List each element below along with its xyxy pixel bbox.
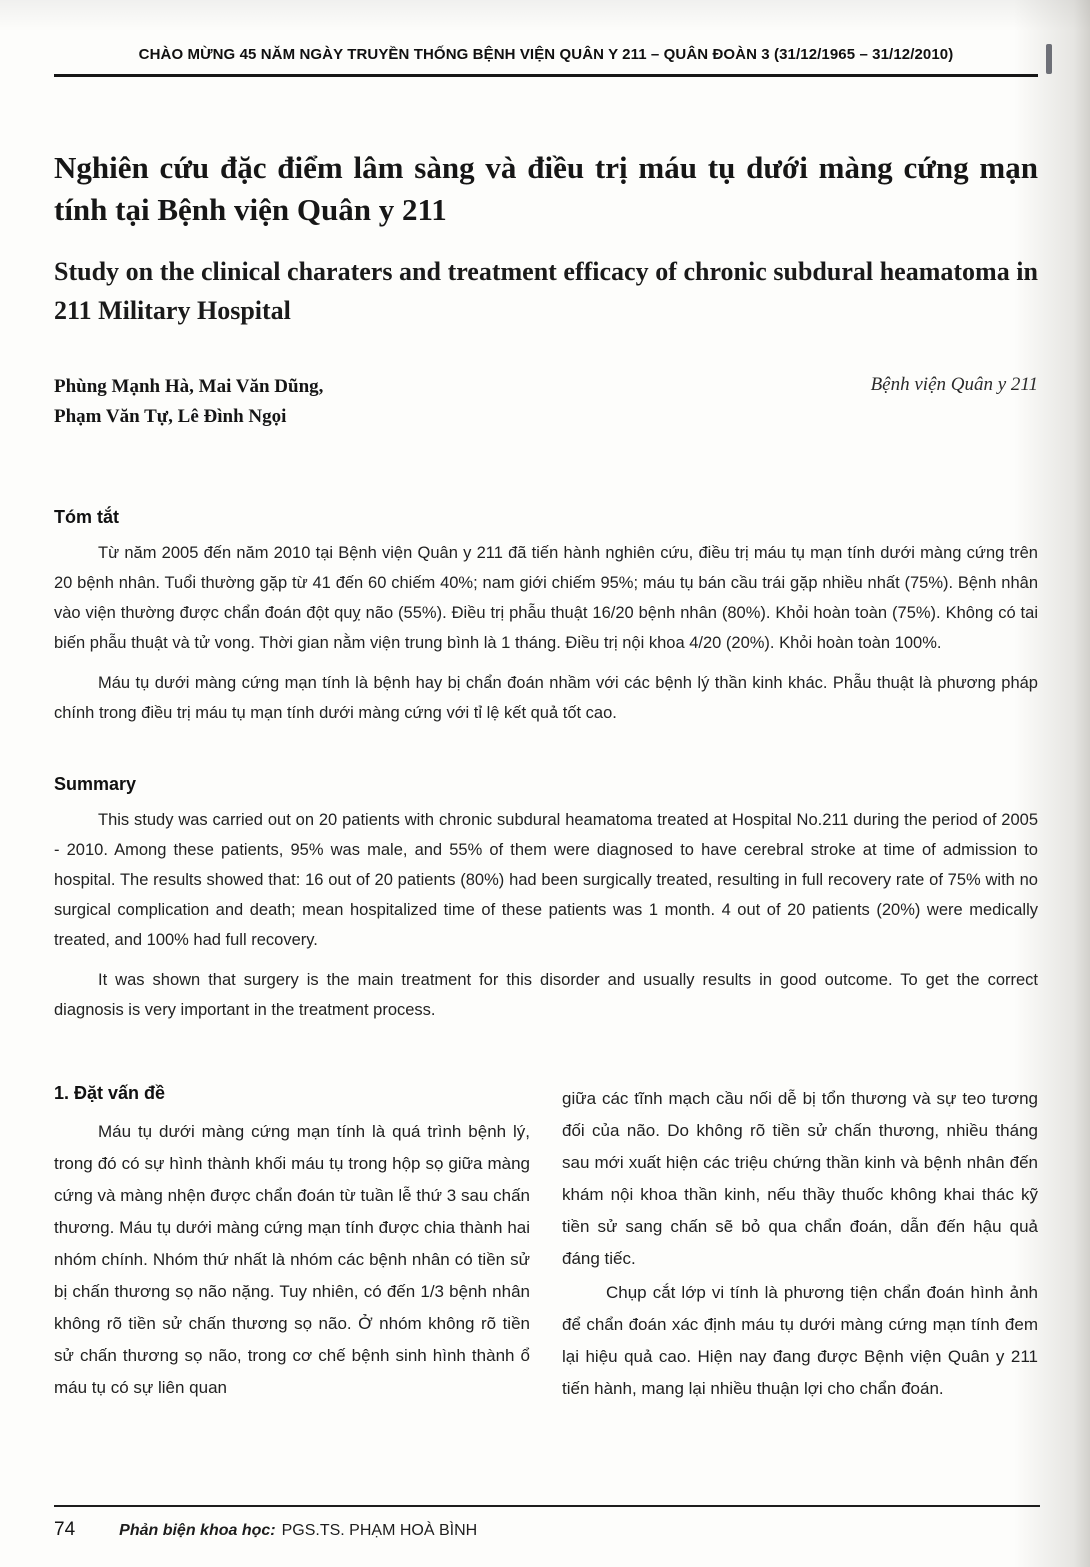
introduction-paragraph: Máu tụ dưới màng cứng mạn tính là quá trình bệnh lý, trong đó có sự hình thành khối máu tụ trong hộp sọ giữa màng cứng và màng nhện được chẩn đoán từ tuần lễ thứ 3 sau chấn thương. Máu tụ dưới màng cứng mạn tính được chia thành hai nhóm chính. Nhóm thứ nhất là nhóm các bệnh nhân có tiền sử bị chấn thương sọ não nặng. Tuy nhiên, có đến 1/3 bệnh nhân không rõ tiền sử chấn thương sọ não. Ở nhóm không rõ tiền sử chấn thương sọ não, trong cơ chế bệnh sinh hình thành ổ máu tụ có sự liên quan — [54, 1122, 530, 1398]
peer-review-note — [119, 1522, 477, 1540]
page-footer — [54, 1505, 1040, 1541]
peer-review-label: Phản biện khoa học: — [119, 1522, 276, 1539]
section1-heading: 1. Đặt vấn đề — [54, 1083, 166, 1104]
summary-paragraph: It was shown that surgery is the main treatment for this disorder and usually results in good outcome. To get the correct diagnosis is very important in the treatment process. — [54, 971, 1038, 1020]
right-column — [562, 1083, 1038, 1407]
header-rule — [54, 74, 1038, 77]
authors-line-2: Phạm Văn Tự, Lê Đình Ngọi — [54, 405, 287, 427]
introduction-paragraph: Chụp cắt lớp vi tính là phương tiện chẩn đoán hình ảnh để chẩn đoán xác định máu tụ dưới màng cứng mạn tính đem lại hiệu quả cao. Hiện nay đang được Bệnh viện Quân y 211 tiến hành, mang lại nhiều thuận lợi cho chẩn đoán. — [562, 1283, 1038, 1399]
abstract-paragraph: Từ năm 2005 đến năm 2010 tại Bệnh viện Quân y 211 đã tiến hành nghiên cứu, điều trị máu tụ mạn tính dưới màng cứng trên 20 bệnh nhân. Tuổi thường gặp từ 41 đến 60 chiếm 40%; nam giới chiếm 95%; máu tụ bán cầu trái gặp nhiều nhất (75%). Bệnh nhân vào viện thường được chẩn đoán đột quỵ não (55%). Điều trị phẫu thuật 16/20 bệnh nhân (80%). Khỏi hoàn toàn (75%). Không có tai biến phẫu thuật và tử vong. Thời gian nằm viện trung bình là 1 tháng. Điều trị nội khoa 4/20 (20%). Khỏi hoàn toàn 100%. — [54, 544, 1038, 653]
affiliation: Bệnh viện Quân y 211 — [870, 374, 1038, 396]
authors — [54, 372, 323, 431]
authors-line-1: Phùng Mạnh Hà, Mai Văn Dũng, — [54, 376, 324, 398]
page-number: 74 — [54, 1519, 76, 1540]
byline — [54, 372, 1038, 431]
summary-paragraph: This study was carried out on 20 patients with chronic subdural heamatoma treated at Hospital No.211 during the period of 2005 - 2010. Among these patients, 95% was male, and 55% of them were diagnosed to have cerebral stroke at time of admission to hospital. The results showed that: 16 out of 20 patients (80%) had been surgically treated, resulting in full recovery rate of 75% with no surgical complication and death; mean hospitalized time of these patients was 1 month. 4 out of 20 patients (20%) were medically treated, and 100% had full recovery. — [54, 811, 1038, 950]
abstract-paragraph: Máu tụ dưới màng cứng mạn tính là bệnh hay bị chẩn đoán nhầm với các bệnh lý thần kinh khác. Phẫu thuật là phương pháp chính trong điều trị máu tụ mạn tính dưới màng cứng với tỉ lệ kết quả tốt cao. — [54, 674, 1038, 723]
peer-reviewer-name: PGS.TS. PHẠM HOÀ BÌNH — [281, 1522, 478, 1539]
left-column — [54, 1083, 530, 1407]
introduction-section — [54, 1083, 1038, 1407]
title-english: Study on the clinical charaters and treatment efficacy of chronic subdural heamatoma in 211 Military Hospital — [54, 257, 1038, 326]
abstract-heading: Tóm tắt — [54, 507, 119, 528]
journal-header: CHÀO MỪNG 45 NĂM NGÀY TRUYỀN THỐNG BỆNH VIỆN QUÂN Y 211 – QUÂN ĐOÀN 3 (31/12/1965 – 31/12/2010) — [138, 46, 954, 63]
scan-artifact — [1046, 44, 1052, 74]
summary-heading: Summary — [54, 774, 137, 795]
title-vietnamese: Nghiên cứu đặc điểm lâm sàng và điều trị máu tụ dưới màng cứng mạn tính tại Bệnh viện Quân y 211 — [54, 149, 1038, 227]
introduction-paragraph: giữa các tĩnh mạch cầu nối dễ bị tổn thương và sự teo tương đối của não. Do không rõ tiền sử chấn thương, nhiều tháng sau mới xuất hiện các triệu chứng thần kinh và bệnh nhân đến khám nội khoa thần kinh, nếu thầy thuốc không khai thác kỹ tiền sử sang chấn sẽ bỏ qua chẩn đoán, dẫn đến hậu quả đáng tiếc. — [562, 1089, 1038, 1269]
